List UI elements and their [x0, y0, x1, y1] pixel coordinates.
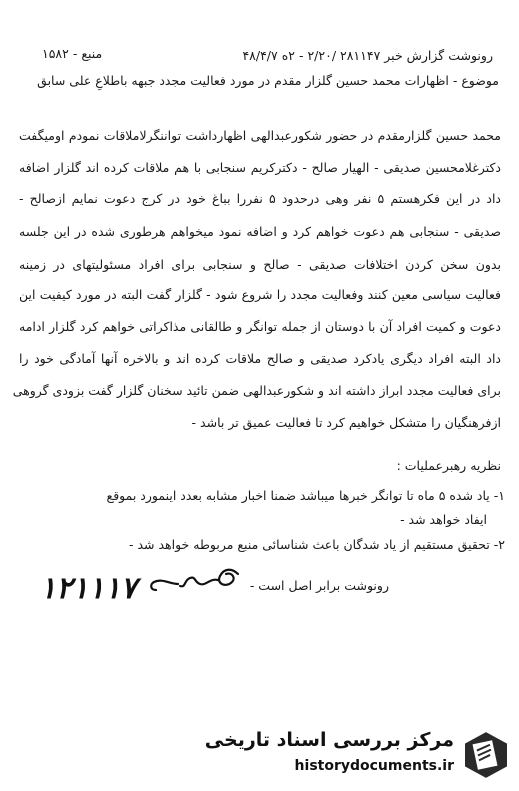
watermark-org-name: مرکز بررسی اسناد تاریخی — [204, 729, 454, 751]
body-line: دکترغلامحسین صدیقی - الهیار صالح - دکترکریم سنجابی با هم ملاقات کرده اند گلزار اضافه — [19, 160, 501, 175]
serial-label: منبع - ۱۵۸۲ — [42, 46, 103, 61]
body-line: فعالیت سیاسی معین کنند وفعالیت مجدد را شروع شود - گلزار گفت البته در مورد کیفیت این — [19, 287, 501, 302]
body-line: داد در این فکرهستم ۵ نفر وهی درحدود ۵ نفررا بباغ خود در کرج دعوت نمایم ازصالح - — [19, 191, 501, 206]
body-line: برای فعالیت مجدد ابراز داشته اند و شکورعبدالهی ضمن تائید سخنان گلزار گفت بزودی گروهی — [12, 383, 501, 398]
body-line: داد البته افراد دیگری یادکرد صدیقی و صالح ملاقات کرده اند و بالاخره آنها آمادگی خود را — [19, 351, 501, 366]
note-item: ۲- تحقیق مستقیم از یاد شدگان باعث شناسائی منبع مربوطه خواهد شد - — [128, 537, 505, 552]
document-archive-icon — [460, 729, 512, 781]
note-item: ۱- یاد شده ۵ ماه تا توانگر خبرها میباشد ضمنا اخبار مشابه بعدد اینمورد بموقع — [106, 488, 505, 503]
subject-line: موضوع - اظهارات محمد حسین گلزار مقدم در مورد فعالیت مجدد جبهه باطلاعِ علی سابق — [37, 73, 499, 88]
copy-reference-line: رونوشت گزارش خبر ۲۸۱۱۴۷ /۲/۲۰ - ۲ه ۴۸/۴/۷ — [242, 48, 493, 63]
watermark-logo — [204, 727, 512, 783]
body-line: بدون سخن کردن اختلافات صدیقی - صالح و سنجابی برای افراد مسئولیتهای در زمینه — [19, 257, 501, 272]
body-line: دعوت و کمیت افراد آن با دوستان از جمله توانگر و طالقانی مذاکراتی خواهم کرد گلزار ادامه — [19, 319, 501, 334]
certified-copy-label: رونوشت برابر اصل است - — [249, 578, 389, 593]
handwritten-signature — [140, 560, 250, 600]
watermark-url: historydocuments.ir — [294, 758, 454, 774]
body-line: محمد حسین گلزارمقدم در حضور شکورعبدالهی اظهارداشت تواننگرلاملاقات نمودم اومیگفت — [19, 128, 501, 143]
note-item-continuation: ایفاد خواهد شد - — [400, 512, 487, 527]
handwritten-number: ۱۲۱۱۱۷ — [40, 571, 137, 606]
body-line: صدیقی - سنجابی هم دعوت خواهم کرد و اضافه نمود میخواهم هرطوری شده در این جلسه — [19, 224, 501, 239]
body-line: ازفرهنگیان را متشکل خواهیم کرد تا فعالیت عمیق تر باشد - — [191, 415, 501, 430]
notes-title: نظریه رهبرعملیات : — [396, 458, 501, 473]
